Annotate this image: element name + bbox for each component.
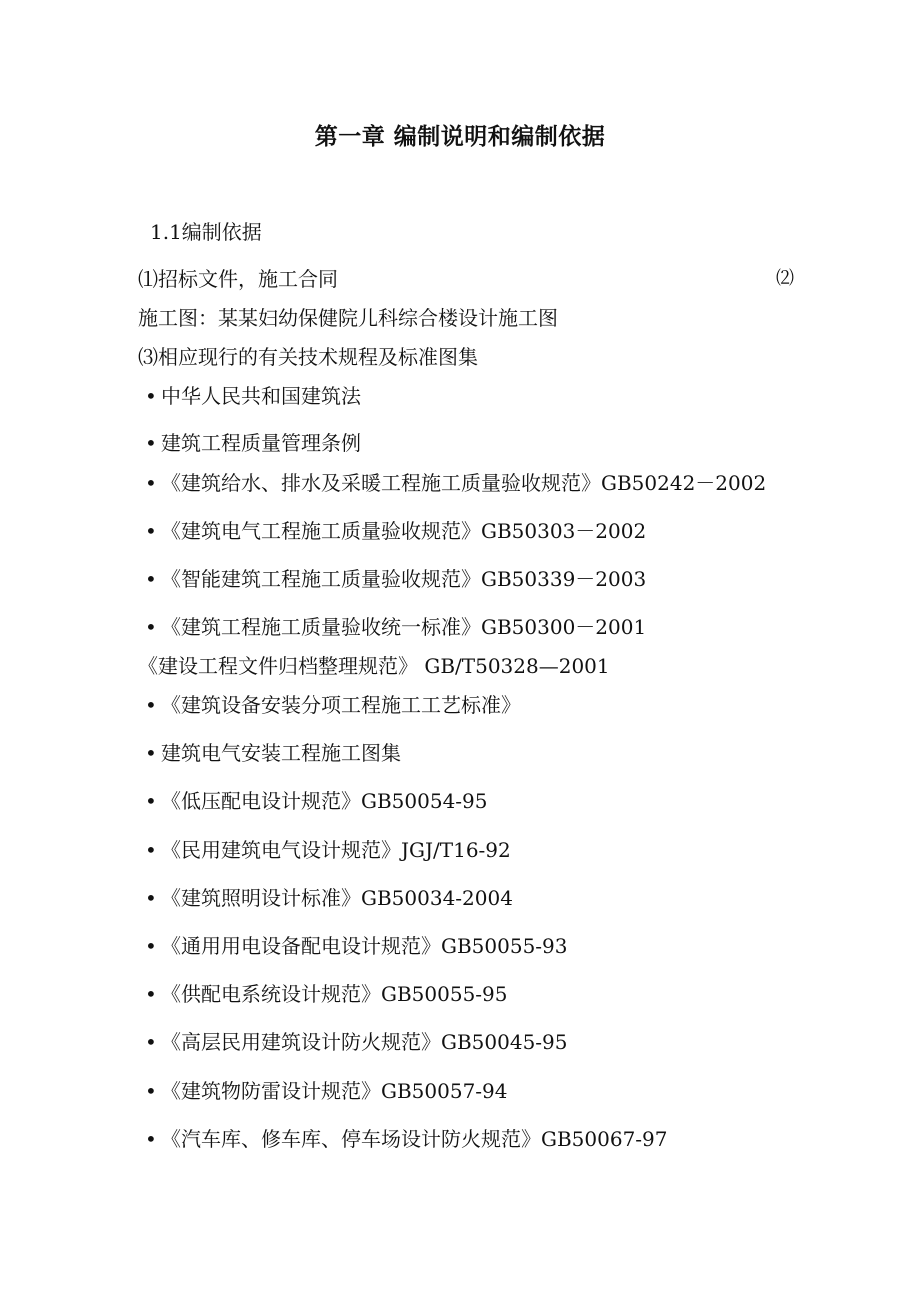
- bullet-icon: •: [145, 615, 157, 639]
- list-item-text: 《高层民用建筑设计防火规范》GB50045-95: [161, 1030, 568, 1054]
- list-item: [145, 932, 568, 960]
- bullet-icon: •: [145, 567, 157, 591]
- list-item: [145, 1028, 568, 1056]
- archive-standard: 《建设工程文件归档整理规范》 GB/T50328—2001: [138, 654, 610, 678]
- list-item: [145, 739, 401, 767]
- bullet-icon: •: [145, 741, 157, 765]
- list-item-text: 《供配电系统设计规范》GB50055-95: [161, 982, 508, 1006]
- chapter-title: 第一章 编制说明和编制依据: [314, 124, 606, 150]
- list-item: [145, 1125, 668, 1153]
- bullet-icon: •: [145, 471, 157, 495]
- list-item-text: 建筑电气安装工程施工图集: [161, 741, 401, 765]
- bullet-icon: •: [145, 1030, 157, 1054]
- bullet-icon: •: [145, 519, 157, 543]
- basis-item-2-marker: ⑵: [776, 268, 794, 289]
- list-item-text: 《建筑电气工程施工质量验收规范》GB50303－2002: [161, 519, 647, 543]
- bullet-icon: •: [145, 789, 157, 813]
- list-item-text: 中华人民共和国建筑法: [161, 384, 361, 408]
- list-item-text: 《智能建筑工程施工质量验收规范》GB50339－2003: [161, 567, 647, 591]
- bullet-icon: •: [145, 693, 157, 717]
- list-item-text: 《建筑给水、排水及采暖工程施工质量验收规范》GB50242－2002: [161, 471, 767, 495]
- list-item-text: 《低压配电设计规范》GB50054-95: [161, 789, 488, 813]
- list-item: [145, 429, 361, 457]
- list-item-text: 《建筑工程施工质量验收统一标准》GB50300－2001: [161, 615, 647, 639]
- bullet-icon: •: [145, 838, 157, 862]
- bullet-icon: •: [145, 384, 157, 408]
- list-item: [145, 836, 511, 864]
- list-item: [145, 980, 508, 1008]
- list-item: [145, 565, 646, 593]
- basis-item-2-text: 施工图：某某妇幼保健院儿科综合楼设计施工图: [138, 306, 558, 330]
- list-item: [145, 382, 361, 410]
- list-item-text: 《通用用电设备配电设计规范》GB50055-93: [161, 934, 568, 958]
- list-item-text: 《建筑照明设计标准》GB50034-2004: [161, 886, 513, 910]
- list-item: [145, 469, 766, 497]
- basis-item-3: ⑶相应现行的有关技术规程及标准图集: [138, 345, 478, 369]
- bullet-icon: •: [145, 982, 157, 1006]
- list-item-text: 《建筑设备安装分项工程施工工艺标准》: [161, 693, 521, 717]
- list-item: [145, 517, 646, 545]
- list-item: [145, 884, 513, 912]
- list-item-text: 《汽车库、修车库、停车场设计防火规范》GB50067-97: [161, 1127, 668, 1151]
- section-heading: 1.1编制依据: [150, 220, 262, 244]
- list-item: [145, 787, 488, 815]
- list-item: [145, 691, 521, 719]
- list-item: [145, 1077, 508, 1105]
- bullet-icon: •: [145, 886, 157, 910]
- bullet-icon: •: [145, 431, 157, 455]
- bullet-icon: •: [145, 1127, 157, 1151]
- bullet-icon: •: [145, 934, 157, 958]
- list-item-text: 《民用建筑电气设计规范》JGJ/T16-92: [161, 838, 511, 862]
- bullet-icon: •: [145, 1079, 157, 1103]
- basis-item-1: ⑴招标文件，施工合同: [138, 267, 338, 291]
- list-item-text: 建筑工程质量管理条例: [161, 431, 361, 455]
- list-item: [145, 613, 646, 641]
- list-item-text: 《建筑物防雷设计规范》GB50057-94: [161, 1079, 508, 1103]
